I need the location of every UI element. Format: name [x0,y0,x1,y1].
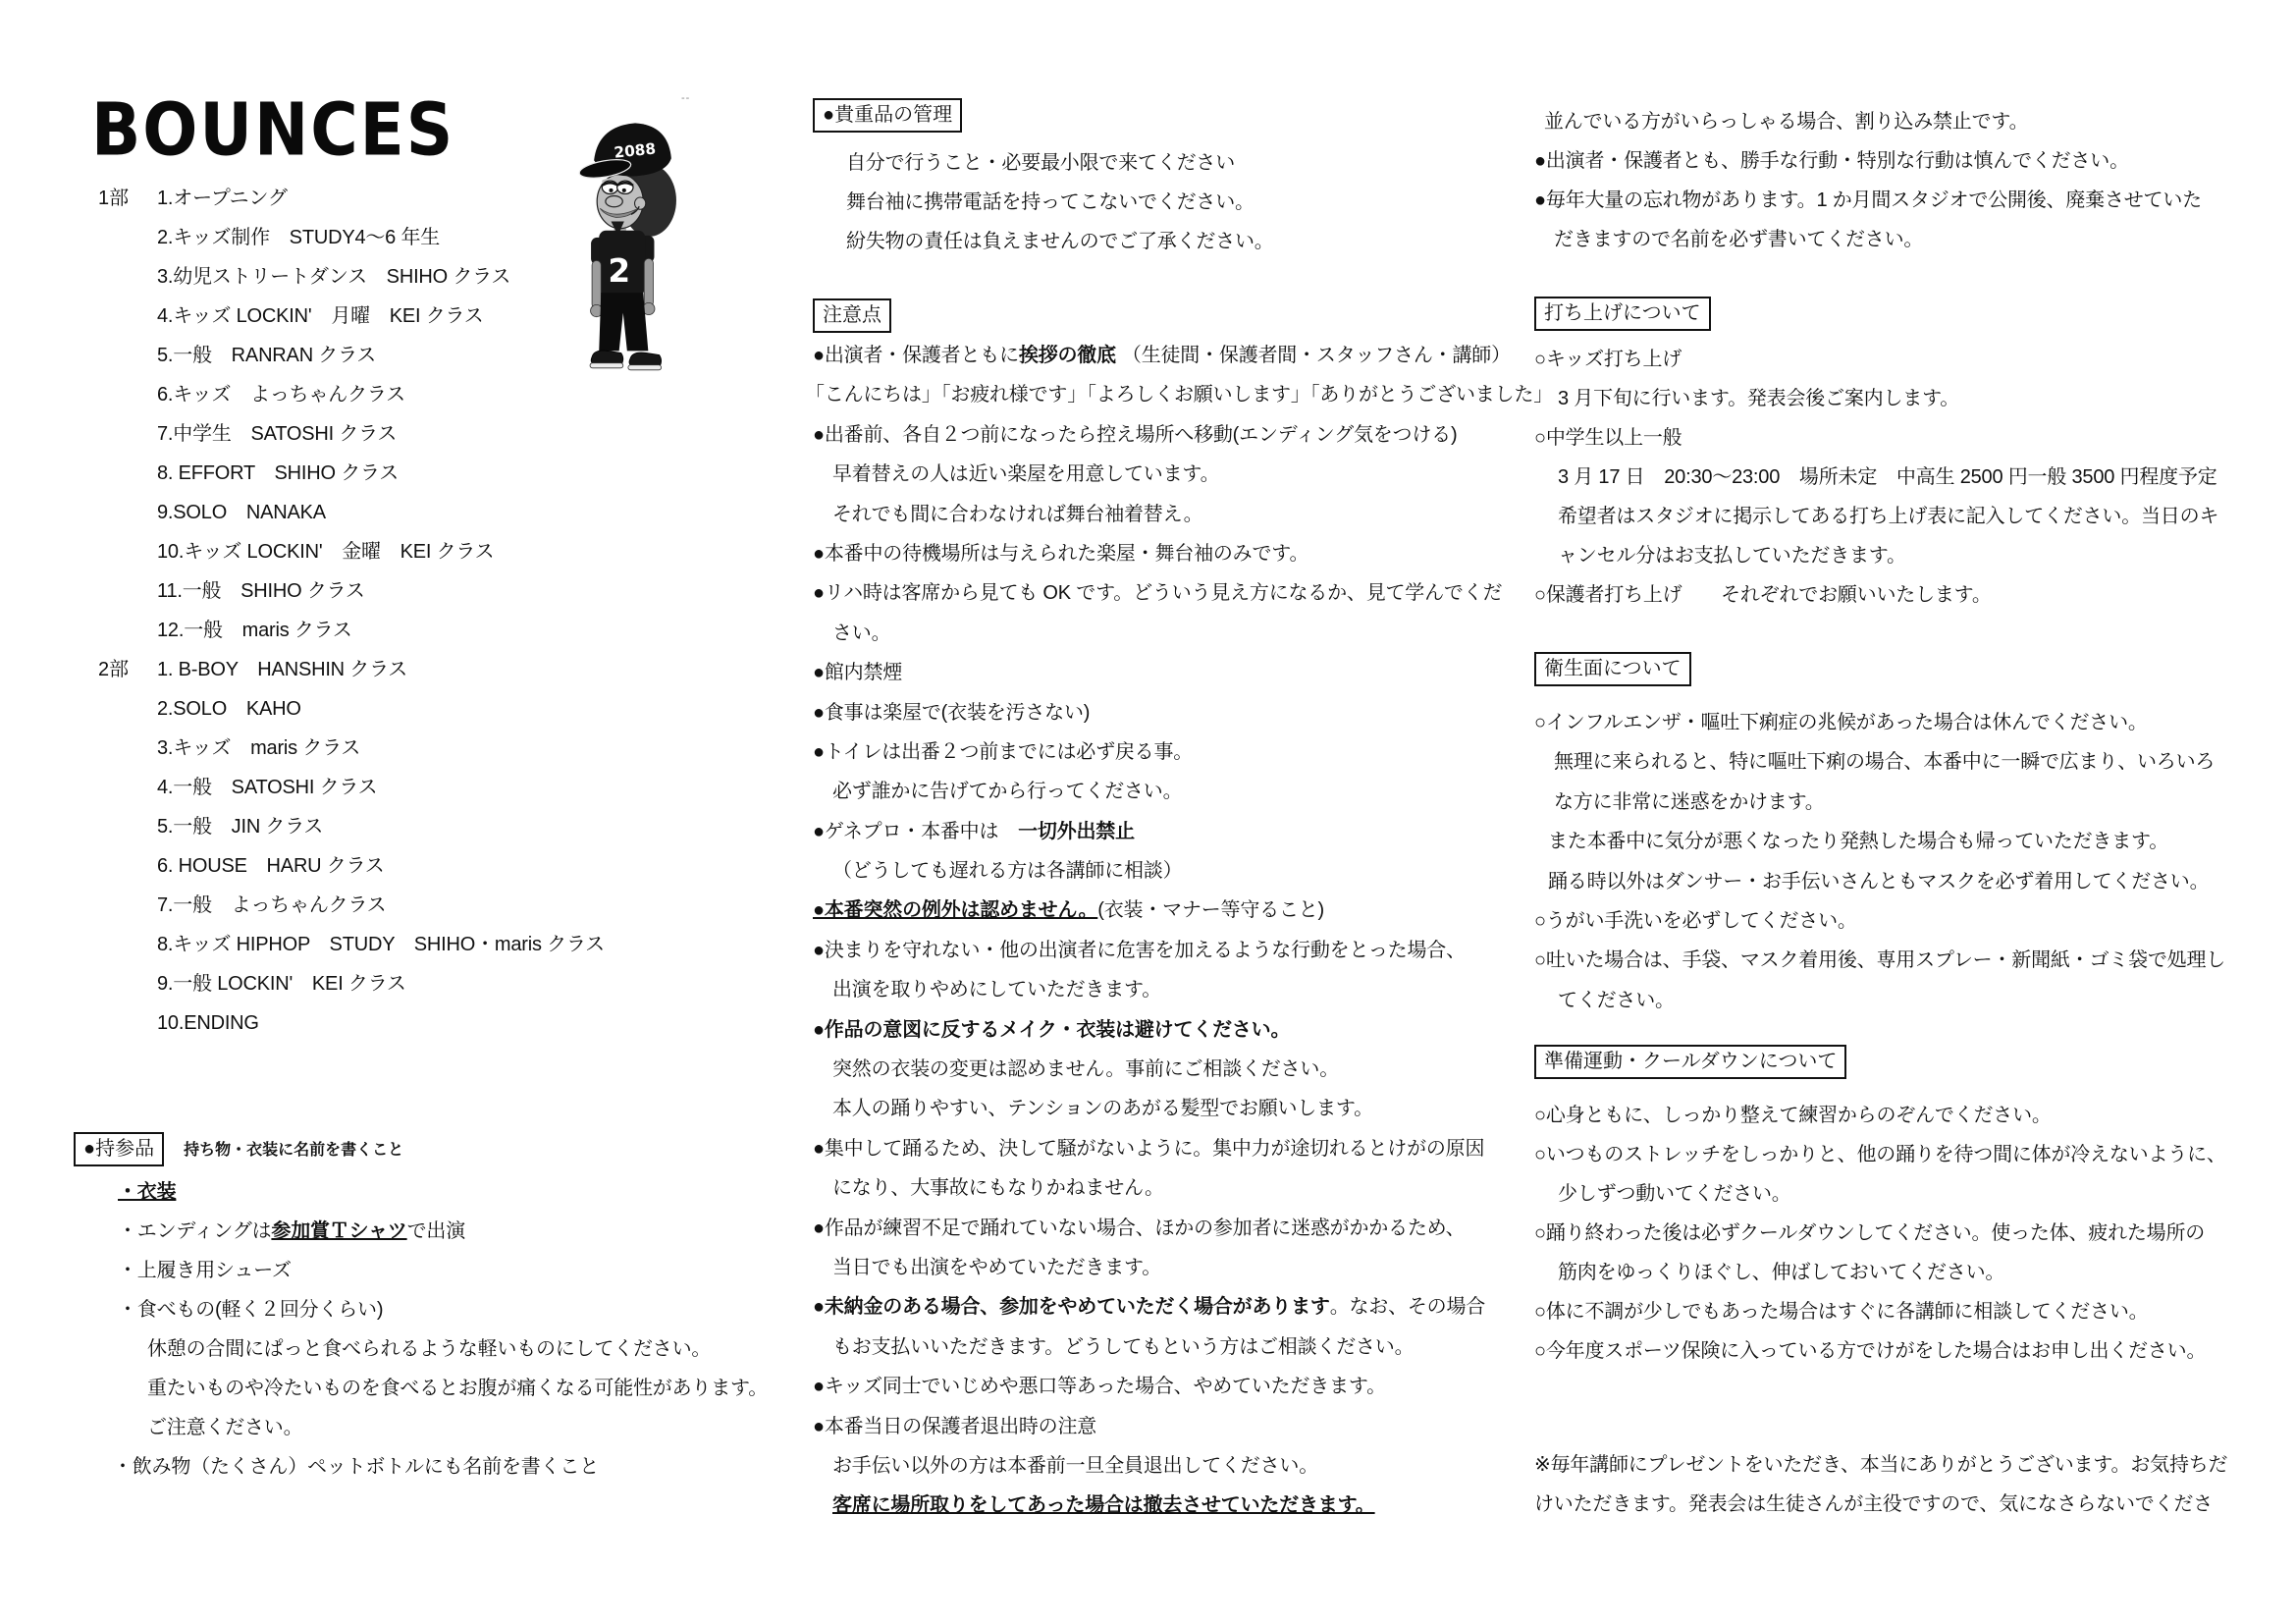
program-item: 2.SOLO KAHO [157,698,301,720]
text-line: 自分で行うこと・必要最小限で来てください [846,152,1235,174]
belongings-box-label: ●持参品 [74,1132,164,1166]
text-line: 無理に来られると、特に嘔吐下痢の場合、本番中に一瞬で広まり、いろいろ [1554,751,2216,774]
text-line: ●毎年大量の忘れ物があります。1 か月間スタジオで公開後、廃棄させていた [1534,189,2202,211]
belongings-header-row [74,1129,768,1172]
program-item: 9.一般 LOCKIN' KEI クラス [157,973,406,995]
program-item: 3.幼児ストリートダンス SHIHO クラス [157,266,511,288]
program-item: 7.中学生 SATOSHI クラス [157,423,398,445]
warmup-box-label: 準備運動・クールダウンについて [1534,1045,1846,1079]
text-line: ●キッズ同士でいじめや悪口等あった場合、やめていただきます。 [813,1376,1386,1398]
text-line: 希望者はスタジオに掲示してある打ち上げ表に記入してください。当日のキ [1558,506,2219,527]
cautions-header-row [813,298,1553,336]
mascot-shirt-number: 2 [608,251,631,290]
text-line: ○踊り終わった後は必ずクールダウンしてください。使った体、疲れた場所の [1534,1222,2206,1244]
hygiene-box-label: 衛生面について [1534,652,1691,686]
program-item: 9.SOLO NANAKA [157,502,326,523]
text-line: 「こんにちは」「お疲れ様です」「よろしくお願いします」「ありがとうございました」 [805,384,1553,406]
program-item: 1.オープニング [157,188,288,209]
text-segment: で出演 [406,1220,466,1242]
text-line: ●トイレは出番２つ前までには必ず戻る事。 [813,740,1194,763]
text-line: 3 月 17 日 20:30～23:00 場所未定 中高生 2500 円一般 3500 円程度予定 [1558,466,2217,488]
text-line: もお支払いいただきます。どうしてもという方はご相談ください。 [832,1335,1415,1358]
text-line: ●リハ時は客席から見ても OK です。どういう見え方になるか、見て学んでくだ [813,582,1503,605]
text-line: ○中学生以上一般 [1534,427,1682,449]
text-line [813,1287,1553,1326]
belongings-section [74,1129,768,1487]
gift-note-section [1534,1445,2227,1524]
belongings-item-costume: ・衣装 [118,1181,177,1203]
text-line [813,891,1553,930]
text-line: ○うがい手洗いを必ずしてください。 [1534,909,1857,932]
text-line: 必ず誰かに告げてから行ってください。 [832,781,1183,803]
text-line: ●食事は楽屋で(衣装を汚さない) [813,701,1091,724]
text-line: 早着替えの人は近い楽屋を用意しています。 [832,463,1220,486]
text-segment: ●出演者・保護者ともに [813,345,1019,366]
text-line: 踊る時以外はダンサー・お手伝いさんともマスクを必ず着用してください。 [1548,870,2210,893]
text-line: な方に非常に迷惑をかけます。 [1554,790,1825,813]
text-line: それでも間に合わなければ舞台袖着替え。 [832,503,1203,525]
belongings-food-note: 重たいものや冷たいものを食べるとお腹が痛くなる可能性があります。 [147,1378,768,1399]
afterparty-section [1534,297,2218,615]
belongings-title: 持ち物・衣装に名前を書くこと [184,1142,404,1159]
cautions-section [805,298,1553,1526]
program-item: 4.キッズ LOCKIN' 月曜 KEI クラス [157,305,484,327]
belongings-item-drink: ・飲み物（たくさん）ペットボトルにも名前を書くこと [113,1456,599,1478]
program-item: 11.一般 SHIHO クラス [157,580,365,602]
text-line: ○保護者打ち上げ それぞれでお願いいたします。 [1534,584,1992,606]
text-line: 本人の踊りやすい、テンションのあがる髪型でお願いします。 [832,1098,1373,1120]
text-line: ●本番当日の保護者退出時の注意 [813,1415,1097,1437]
text-segment-em: ●未納金のある場合、参加をやめていただく場合があります [813,1296,1330,1319]
text-line: ●集中して踊るため、決して騒がないように。集中力が途切れるとけがの原因 [813,1137,1485,1160]
text-line: 舞台袖に携帯電話を持ってこないでください。 [846,191,1255,213]
program-item: 5.一般 RANRAN クラス [157,345,377,366]
text-line: てください。 [1558,989,1675,1011]
text-line: ○吐いた場合は、手袋、マスク着用後、専用スプレー・新聞紙・ゴミ袋で処理し [1534,949,2226,972]
text-line: ○インフルエンザ・嘔吐下痢症の兆候があった場合は休んでください。 [1534,712,2148,733]
mascot-cap-text: 2088 [613,139,657,162]
valuables-header-row [813,98,1274,143]
text-line: ●館内禁煙 [813,662,903,684]
program-item: 2.キッズ制作 STUDY4～6 年生 [157,227,441,248]
belongings-item-shoes: ・上履き用シューズ [118,1260,292,1281]
text-line: 出演を取りやめにしていただきます。 [832,979,1161,1001]
text-segment: （生徒間・保護者間・スタッフさん・講師） [1121,345,1511,366]
program-item: 6. HOUSE HARU クラス [157,855,385,877]
text-segment-em: ●本番突然の例外は認めません。 [813,899,1098,922]
text-line: ○心身ともに、しっかり整えて練習からのぞんでください。 [1534,1105,2052,1126]
text-line: ●決まりを守れない・他の出演者に危害を加えるような行動をとった場合、 [813,939,1466,961]
program-item: 1. B-BOY HANSHIN クラス [157,659,408,680]
hygiene-section [1534,652,2225,1020]
text-line: ○体に不調が少しでもあった場合はすぐに各講師に相談してください。 [1534,1301,2149,1323]
program-list [98,179,726,1043]
text-line: ●出番前、各自２つ前になったら控え場所へ移動(エンディング気をつける) [813,423,1458,446]
text-line: また本番中に気分が悪くなったり発熱した場合も帰っていただきます。 [1548,831,2168,853]
text-line: ●出演者・保護者とも、勝手な行動・特別な行動は慎んでください。 [1534,150,2129,172]
text-line: ○キッズ打ち上げ [1534,349,1682,370]
belongings-item-ending [74,1212,768,1251]
warmup-section [1534,1045,2226,1371]
text-line [813,336,1553,375]
text-line [813,812,1553,851]
afterparty-box-label: 打ち上げについて [1534,297,1711,331]
valuables-box-label: ●貴重品の管理 [813,98,962,133]
valuables-section [813,98,1274,261]
text-segment-em: 挨拶の徹底 [1018,345,1116,366]
text-line: 紛失物の責任は負えませんのでご了承ください。 [846,231,1274,252]
program-item: 7.一般 よっちゃんクラス [157,894,387,916]
text-line: ○今年度スポーツ保険に入っている方でけがをした場合はお申し出ください。 [1534,1340,2207,1362]
program-item: 3.キッズ maris クラス [157,737,361,759]
text-line: （どうしても遅れる方は各講師に相談） [832,860,1183,883]
text-segment: ・エンディングは [118,1220,272,1242]
program-part1-label: 1部 [98,188,130,209]
program-item: 10.キッズ LOCKIN' 金曜 KEI クラス [157,541,495,563]
text-segment: ●ゲネプロ・本番中は [813,820,1019,842]
text-line: 突然の衣装の変更は認めません。事前にご相談ください。 [832,1058,1339,1081]
text-line: ●作品が練習不足で踊れていない場合、ほかの参加者に迷惑がかかるため、 [813,1217,1466,1239]
text-line: ○いつものストレッチをしっかりと、他の踊りを待つ間に体が冷えないように、 [1534,1144,2226,1165]
program-item: 8.キッズ HIPHOP STUDY SHIHO・maris クラス [157,934,605,955]
scan-artifact-dash: -- [681,92,691,104]
text-line: ●作品の意図に反するメイク・衣装は避けてください。 [813,1018,1291,1041]
belongings-food-note: ご注意ください。 [147,1417,303,1438]
text-segment: 。なお、その場合 [1329,1296,1486,1319]
text-line: になり、大事故にもなりかねません。 [832,1177,1164,1200]
text-segment-em: 参加賞Ｔシャツ [271,1220,407,1242]
bounces-logo: BOUNCES [91,87,455,173]
text-line: 客席に場所取りをしてあった場合は撤去させていただきます。 [832,1494,1375,1517]
text-line: 並んでいる方がいらっしゃる場合、割り込み禁止です。 [1544,111,2029,133]
warmup-header-row [1534,1045,2226,1096]
manners-section [1534,102,2202,259]
program-item: 4.一般 SATOSHI クラス [157,777,378,798]
program-item: 10.ENDING [157,1012,259,1034]
program-item: 8. EFFORT SHIHO クラス [157,462,400,484]
program-item: 6.キッズ よっちゃんクラス [157,384,405,406]
belongings-food-note: 休憩の合間にぱっと食べられるような軽いものにしてください。 [147,1338,712,1360]
program-item: 12.一般 maris クラス [157,620,352,641]
text-line: さい。 [832,622,891,644]
belongings-item-food: ・食べもの(軽く２回分くらい) [118,1299,384,1321]
text-line: 3 月下旬に行います。発表会後ご案内します。 [1558,388,1960,409]
cautions-box-label: 注意点 [813,298,891,333]
text-line: ●本番中の待機場所は与えられた楽屋・舞台袖のみです。 [813,542,1309,565]
text-line: けいただきます。発表会は生徒さんが主役ですので、気になさらないでくださ [1534,1493,2213,1515]
text-line: ※毎年講師にプレゼントをいただき、本当にありがとうございます。お気持ちだ [1534,1454,2228,1476]
text-line: 少しずつ動いてください。 [1558,1183,1791,1205]
program-part2-label: 2部 [98,659,130,680]
text-segment: (衣装・マナー等守ること) [1097,899,1325,922]
text-line: お手伝い以外の方は本番前一旦全員退出してください。 [832,1454,1318,1477]
text-line: 筋肉をゆっくりほぐし、伸ばしておいてください。 [1558,1262,2005,1283]
text-line: だきますので名前を必ず書いてください。 [1554,229,1924,250]
text-line: ャンセル分はお支払していただきます。 [1558,545,1906,567]
afterparty-header-row [1534,297,2218,340]
program-item: 5.一般 JIN クラス [157,816,324,838]
text-segment-em: 一切外出禁止 [1018,820,1135,842]
text-line: 当日でも出演をやめていただきます。 [832,1256,1161,1278]
hygiene-header-row [1534,652,2225,703]
